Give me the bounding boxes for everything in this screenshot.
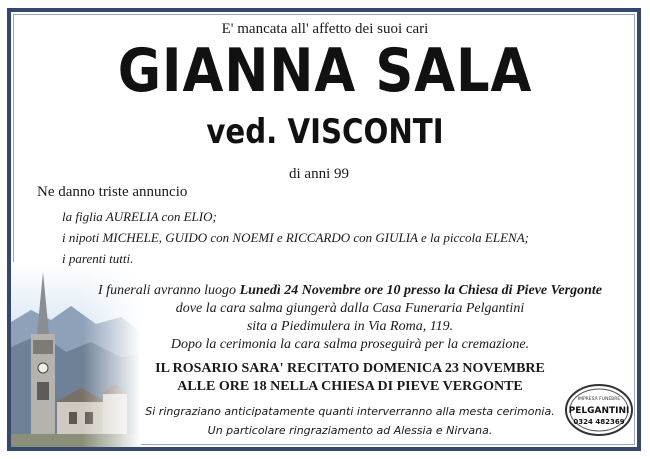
funeral-date-place: Lunedì 24 Novembre ore 10 presso la Chiesa di Pieve Vergonte	[239, 283, 602, 298]
announcement: Ne danno triste annuncio	[37, 184, 188, 200]
deceased-name: GIANNA SALA	[117, 36, 533, 106]
family-line: i nipoti MICHELE, GUIDO con NOEMI e RICCARDO con GIULIA e la piccola ELENA;	[62, 230, 529, 245]
funeral-line-1	[70, 283, 630, 299]
funeral-line-2: dove la cara salma giungerà dalla Casa Funeraria Pelgantini	[175, 301, 525, 316]
funeral-home-logo	[564, 383, 634, 437]
family-line: i parenti tutti.	[62, 251, 134, 266]
family-line: la figlia AURELIA con ELIO;	[62, 209, 217, 224]
funeral-line-3: sita a Piedimulera in Via Roma, 119.	[246, 319, 454, 334]
thanks-line-1: Si ringraziano anticipatamente quanti interverranno alla mesta cerimonia.	[145, 405, 555, 418]
thanks-line-2: Un particolare ringraziamento ad Alessia e Nirvana.	[207, 424, 493, 437]
stamp-phone: 0324 482369	[573, 418, 625, 426]
stamp-top-text: IMPRESA FUNEBRE	[577, 397, 621, 402]
funeral-line-4: Dopo la cerimonia la cara salma proseguirà per la cremazione.	[170, 337, 530, 352]
widow-of: ved. VISCONTI	[206, 112, 444, 152]
age-text: di anni 99	[289, 166, 349, 182]
funeral-intro: I funerali avranno luogo	[98, 283, 240, 298]
rosary-line-1: IL ROSARIO SARA' RECITATO DOMENICA 23 NOVEMBRE	[155, 361, 545, 376]
rosary-line-2: ALLE ORE 18 NELLA CHIESA DI PIEVE VERGONTE	[177, 379, 523, 394]
intro-text: E' mancata all' affetto dei suoi cari	[221, 21, 429, 37]
stamp-name: PELGANTINI	[568, 406, 630, 416]
